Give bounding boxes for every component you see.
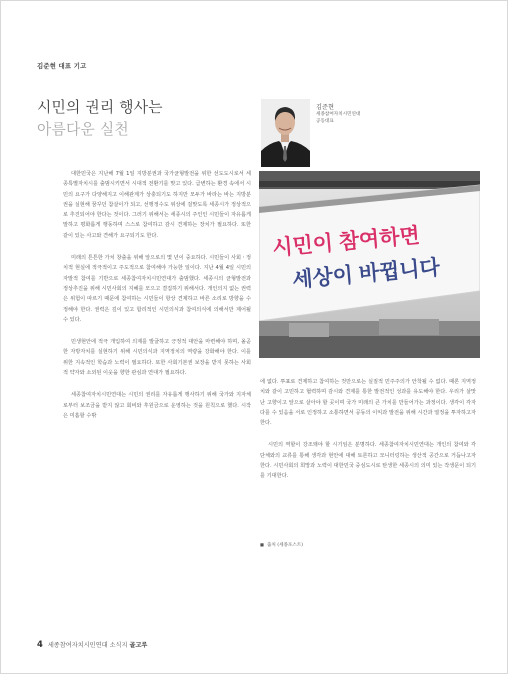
publication-name: 세종참여자치시민연대 소식지 — [47, 642, 128, 649]
caption-bullet: ■ — [260, 542, 264, 547]
author-organization: 세종참여자치시민연대 — [316, 112, 361, 117]
banner-text-line2: 세상이 바뀝니다 — [291, 256, 441, 292]
article-subtitle: 아름다운 실천 — [37, 121, 129, 138]
column-tag: 김준현 대표 기고 — [37, 62, 87, 70]
banner-text-line1: 시민이 참여하면 — [271, 224, 421, 260]
publication-title: 골고루 — [129, 642, 148, 649]
article-body-right — [260, 377, 476, 494]
body-paragraph: 세종참여자치시민연대는 시민의 권리를 자유롭게 행사하기 위해 국가와 지자체로부터 보조금을 받지 않고 회비와 후원금으로 운영하는 것을 원칙으로 했다. 시작은 미흡할 수밖 — [63, 392, 251, 419]
article-body-left — [63, 169, 251, 433]
author-name: 김준현 — [316, 104, 334, 111]
body-paragraph: 미래의 튼튼한 가치 창출을 위해 앞으로의 몇 년이 중요하다. 시민들이 사회ㆍ정치적 현실에 적극적이고 주도적으로 참여해야 가능한 일이다. 지난 4월 4일 시민의 자발적 참여를 기반으로 세종참여자치시민연대가 출범했다. 세종시의 균형발전과 정상추진을 위해 시민사회의 지혜를 모으고 결집하기 위해서다. 개인의지 없는 권력은 위험이 따르기 때문에 참여하는 시민들이 항상 견제하고 바른 소리로 방향을 수정해야 한다. 권력은 깊이 있고 합리적인 시민의식과 참여의식에 의해서만 제어될 수 있다. — [63, 255, 251, 323]
body-paragraph: 에 없다. 투표로 견제하고 참여하는 것만으로는 실질적 민주주의가 안착될 수 없다. 때론 지역정치와 같이 고민하고 협력하며 감시와 견제를 통한 발전적인 성과를 유도해야 한다. 우리가 살맛난 고향이고 앞으로 살아야 할 곳이며 국가 미래의 큰 가치를 만들어가는 과정이다. 생각이 각자 다를 수 있음을 서로 인정하고 소통하면서 공동의 이익과 발전을 위해 시간과 열정을 투자하고자 한다. — [260, 379, 476, 427]
article-title: 시민의 권리 행사는 — [37, 99, 163, 116]
body-paragraph: 대한민국은 지난해 7월 1일 지방분권과 국가균형발전을 위한 선도도시로서 세종특별자치시를 출범시키면서 시대적 전환기를 맞고 있다. 급변하는 환경 속에서 시민의 요구가 다양해지고 이해관계가 상충되기도 하지만 모두가 바라는 바는 지방분권을 실현해 꿈꾸던 참살이가 되고, 선행정수도 위상에 걸맞도록 세종시가 정상적으로 추진되어야 한다는 것이다. 그러기 위해서는 세종시의 주인인 시민들이 자유롭게 말하고 평화롭게 행동하며 스스로 참여하고 감시 견제하는 장치가 필요하다. 또한 같이 있는 사고와 견해가 요구되기도 한다. — [63, 171, 251, 239]
author-role: 공동대표 — [316, 119, 334, 124]
caption-text: 출처 (세종포스트) — [266, 543, 304, 548]
photo-caption — [260, 542, 303, 548]
author-portrait — [261, 99, 310, 167]
page-number: 4 — [37, 639, 43, 649]
body-paragraph: 시민의 역할이 강조돼야 할 시기임은 분명하다. 세종참여자치시민연대는 개인의 참여와 각 단체와의 교류를 통해 생각과 현안에 대해 토론하고 모니터링하는 생산적 공간으로 거듭나고자 한다. 시민사회의 희망과 노력이 대한민국 중심도시로 탄생한 세종시의 의미 있는 작생문이 되기를 기대한다. — [260, 442, 476, 480]
page-footer — [37, 639, 147, 649]
body-paragraph: 민생현안에 적극 개입하여 의제를 발굴하고 긍정적 대안을 마련해야 하며, 올곧한 자방자치를 실현하기 위해 시민의식과 지역정치의 역량을 강화해야 한다. 이를 위한 지속적인 학습과 노력이 필요하다. 또한 사회기본권 보장을 받지 못하는 사회적 약자와 소외된 이웃을 향한 관심과 연대가 필요하다. — [63, 339, 251, 377]
banner-photo — [259, 171, 480, 358]
